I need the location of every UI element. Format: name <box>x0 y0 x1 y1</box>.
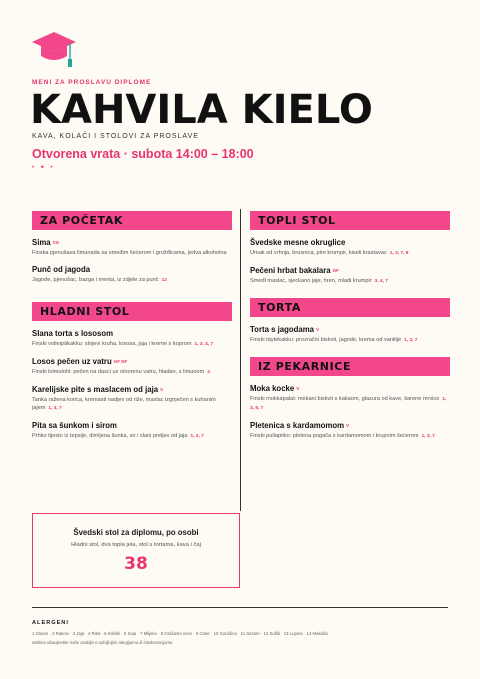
allergen-codes: 1, 3, 7, 9 <box>389 251 409 256</box>
allergen-entry: · 3 Jaja <box>70 631 84 636</box>
item-name: Punč od jagoda <box>32 265 91 274</box>
item-desc: Finski pullapitko: pletena pogača s kardamomom i krupnim šećerom <box>250 433 419 439</box>
footer-divider <box>32 607 448 608</box>
menu-item <box>32 329 232 349</box>
right-column <box>250 211 450 449</box>
item-name: Losos pečen uz vatru <box>32 357 112 366</box>
allergen-codes: 1, 3, 4, 7 <box>194 342 214 347</box>
allergens-note: Molimo obavijestite naše osoblje o ozbiljnijim alergijama ili intolerancijama <box>32 640 173 645</box>
menu-item <box>32 265 232 285</box>
allergen-codes: 1, 3, 6, 7 <box>250 397 447 411</box>
item-desc: Jagode, pjenušac, bazga i menta, iz zdjele za punč <box>32 277 159 283</box>
allergens-list <box>32 631 328 636</box>
allergen-entry: · 9 Celer <box>193 631 209 636</box>
allergen-entry: · 5 Kikiriki <box>102 631 121 636</box>
item-name: Sima <box>32 238 51 247</box>
section-iz-pekarnice <box>250 357 450 441</box>
menu-item <box>250 266 450 286</box>
item-name: Moka kocke <box>250 384 295 393</box>
section-torta <box>250 298 450 345</box>
item-desc: Umak od vrhnja, brusnica, pire krumpir, kiseli krastavac <box>250 250 387 256</box>
allergen-entry: · 12 Sulfiti <box>261 631 280 636</box>
item-desc: Finski täytekakku: prozračni biskvit, jagode, krema od vanilije <box>250 337 402 343</box>
item-desc: Finski voileipäkakku: slojevi kruha, lososa, jaja i kreme s koprom <box>32 341 192 347</box>
graduation-cap-icon <box>30 28 78 72</box>
item-desc: Finski mokkapalat: mekani biskvit s kakaom, glazura od kave, šarene mrvice <box>250 396 440 402</box>
item-name: Pita sa šunkom i sirom <box>32 421 117 430</box>
buffet-offer-box <box>32 513 240 588</box>
diet-tag: GF DF <box>113 359 128 364</box>
section-hladni-stol <box>32 302 232 441</box>
diet-tag: V <box>296 386 300 391</box>
allergen-codes: 12 <box>161 278 167 283</box>
menu-item <box>32 421 232 441</box>
item-name: Pečeni hrbat bakalara <box>250 266 331 275</box>
item-name: Pletenica s kardamomom <box>250 421 345 430</box>
menu-item <box>250 238 450 258</box>
diet-tag: VG <box>52 240 60 245</box>
left-column <box>32 211 232 449</box>
section-title: IZ PEKARNICE <box>250 357 450 376</box>
section-title: ZA POČETAK <box>32 211 232 230</box>
item-desc: Finska pjenušava limunada sa smeđim šećerom i grožđicama, jedva alkoholna <box>32 250 227 256</box>
item-desc: Prhko tijesto iz tepsije, dimljena šunka, sir i slani preljev od jaja <box>32 433 188 439</box>
diet-tag: V <box>160 387 164 392</box>
allergen-entry: · 6 Soja <box>121 631 136 636</box>
diet-tag: V <box>346 423 350 428</box>
section-title: TOPLI STOL <box>250 211 450 230</box>
allergen-entry: · 10 Gorušica <box>211 631 237 636</box>
allergen-codes: 3, 4, 7 <box>374 279 388 284</box>
menu-item <box>32 238 232 257</box>
section-title: HLADNI STOL <box>32 302 232 321</box>
item-desc: Finski loimulohi: pečen na dasci uz otvorenu vatru, hladan, s limunom <box>32 369 205 375</box>
allergen-entry: · 7 Mlijeko <box>137 631 157 636</box>
menu-item <box>32 385 232 413</box>
tagline: KAVA, KOLAČI I STOLOVI ZA PROSLAVE <box>32 133 199 140</box>
section-topli-stol <box>250 211 450 286</box>
allergen-codes: 1, 3, 7 <box>190 434 204 439</box>
item-name: Slana torta s lososom <box>32 329 114 338</box>
menu-item <box>32 357 232 377</box>
offer-desc: Hladni stol, dva topla jela, stol s tortama, kava i čaj <box>71 542 201 548</box>
open-hours: Otvorena vrata · subota 14:00 – 18:00 <box>32 147 254 161</box>
menu-item <box>250 421 450 441</box>
section-title: TORTA <box>250 298 450 317</box>
menu-item <box>250 384 450 413</box>
allergen-codes: 1, 3, 7 <box>404 338 418 343</box>
column-divider <box>240 209 241 511</box>
menu-eyebrow: MENI ZA PROSLAVU DIPLOME <box>32 79 152 86</box>
section-za-pocetak <box>32 211 232 285</box>
allergen-entry: · 8 Orašasto voće <box>158 631 192 636</box>
allergen-entry: · 11 Sezam <box>238 631 260 636</box>
ornament-dots: • ✦ • <box>32 165 55 171</box>
allergen-entry: · 4 Riba <box>85 631 100 636</box>
menu-item <box>250 325 450 345</box>
offer-title: Švedski stol za diplomu, po osobi <box>73 528 199 537</box>
page-title: KAHVILA KIELO <box>30 87 373 133</box>
item-desc: Smeđi maslac, sjeckano jaje, hren, mladi krumpir <box>250 278 372 284</box>
allergen-codes: 1, 3, 7 <box>421 434 435 439</box>
allergen-codes: 4 <box>207 370 210 375</box>
allergen-codes: 1, 3, 7 <box>48 406 62 411</box>
diet-tag: V <box>315 327 319 332</box>
allergen-entry: · 14 Mekušci <box>304 631 328 636</box>
item-name: Karelijske pite s maslacem od jaja <box>32 385 159 394</box>
diet-tag: GF <box>332 268 339 273</box>
item-name: Švedske mesne okruglice <box>250 238 346 247</box>
offer-price: 38 <box>124 554 148 574</box>
allergen-entry: · 2 Rakovi <box>49 631 68 636</box>
item-name: Torta s jagodama <box>250 325 314 334</box>
allergen-entry: · 13 Lupina <box>281 631 303 636</box>
allergens-title: ALERGENI <box>32 620 69 626</box>
item-desc: Tanka ražena korica, kremasti nadjev od riže, maslac izgnječen s kuhanim jajem <box>32 397 216 411</box>
allergen-entry: 1 Gluten <box>32 631 49 636</box>
